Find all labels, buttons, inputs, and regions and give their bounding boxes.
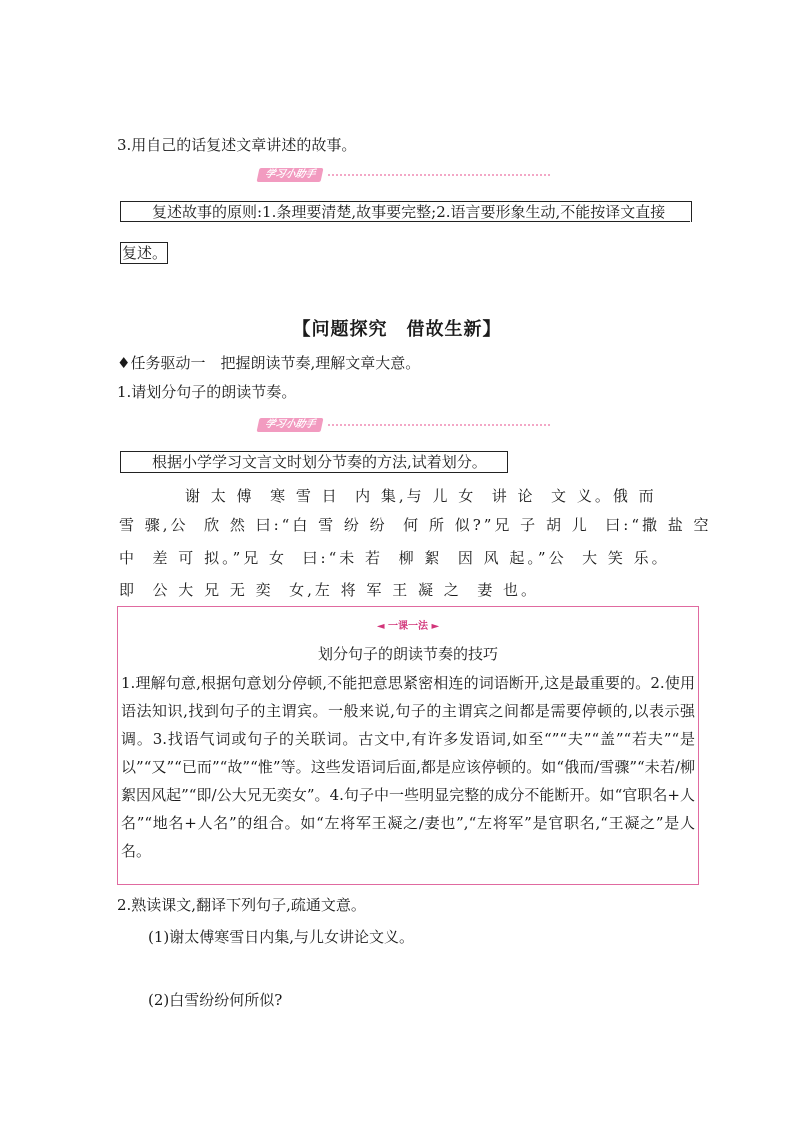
rhythm-line-3: 中 差 可 拟。”兄 女 曰:“未 若 柳 絮 因 风 起。”公 大 笑 乐。 <box>119 549 670 567</box>
helper-badge <box>258 418 550 432</box>
helper-text-line1: 复述故事的原则:1.条理要清楚,故事要完整;2.语言要形象生动,不能按译文直接 <box>152 203 666 221</box>
method-tag: ◄ 一课一法 ► <box>376 621 440 632</box>
method-box <box>117 606 699 885</box>
question-1: 1.请划分句子的朗读节奏。 <box>117 383 297 401</box>
rhythm-line-4: 即 公 大 兄 无 奕 女,左 将 军 王 凝 之 妻 也。 <box>119 581 540 599</box>
translate-item-2: (2)白雪纷纷何所似? <box>148 991 283 1009</box>
helper-box-rhythm <box>120 451 508 473</box>
section-heading: 【问题探究 借故生新】 <box>292 319 502 340</box>
rhythm-line-1: 谢 太 傅 寒 雪 日 内 集,与 儿 女 讲 论 文 义。俄 而 <box>185 487 657 505</box>
method-body: 1.理解句意,根据句意划分停顿,不能把意思紧密相连的词语断开,这是最重要的。2.使用语法知识,找到句子的主谓宾。一般来说,句子的主谓宾之间都是需要停顿的,以表示强调。3.找语气词或句子的关联词。古文中,有许多发语词,如至“”“夫”“盖”“若夫”“是以”“又”“已而”“故”“惟”等。这些发语词后面,都是应该停顿的。如“俄而/雪骤”“未若/柳絮因风起”“即/公大兄无奕女”。4.句子中一些明显完整的成分不能断开。如“官职名+人名”“地名+人名”的组合。如“左将军王凝之/妻也”,“左将军”是官职名,“王凝之”是人名。 <box>121 674 695 860</box>
dotted-divider <box>328 424 550 426</box>
translate-item-1: (1)谢太傅寒雪日内集,与儿女讲论文义。 <box>148 928 415 946</box>
task-drive-1: ♦任务驱动一 把握朗读节奏,理解文章大意。 <box>117 354 421 372</box>
helper-badge-label: 学习小助手 <box>257 168 324 182</box>
rhythm-line-2: 雪 骤,公 欣 然 曰:“白 雪 纷 纷 何 所 似?”兄 子 胡 儿 曰:“撒 盐 空 <box>119 516 712 534</box>
question-3: 3.用自己的话复述文章讲述的故事。 <box>117 136 357 154</box>
method-title: 划分句子的朗读节奏的技巧 <box>317 645 498 663</box>
helper-text: 根据小学学习文言文时划分节奏的方法,试着划分。 <box>152 453 487 471</box>
question-2: 2.熟读课文,翻译下列句子,疏通文意。 <box>117 896 366 914</box>
helper-badge-label: 学习小助手 <box>257 418 324 432</box>
dotted-divider <box>328 174 550 176</box>
helper-badge <box>258 168 550 182</box>
helper-box-retell <box>120 201 691 263</box>
helper-text-line2: 复述。 <box>122 244 168 262</box>
